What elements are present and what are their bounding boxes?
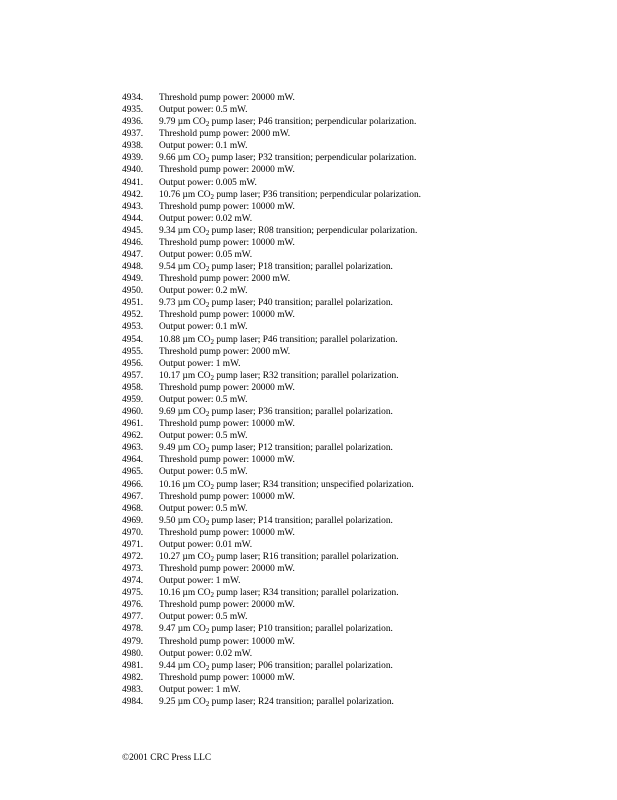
note-text: Output power: 0.1 mW. (159, 322, 248, 333)
note-text: Threshold pump power: 20000 mW. (159, 382, 295, 393)
note-text-lead: 10.27 µm CO (159, 551, 211, 562)
note-row (122, 527, 592, 539)
note-text: Threshold pump power: 20000 mW. (159, 564, 295, 575)
note-subscript: 2 (205, 228, 210, 237)
note-text (159, 225, 592, 237)
note-text (159, 551, 592, 563)
note-row (122, 515, 592, 527)
note-subscript: 2 (210, 373, 214, 382)
note-number: 4978. (122, 624, 144, 635)
note-text-lead: 9.54 µm CO (159, 262, 206, 273)
note-subscript: 2 (205, 410, 210, 419)
note-number: 4977. (122, 612, 144, 623)
note-row (122, 273, 592, 285)
note-text-lead: 9.47 µm CO (159, 624, 206, 635)
note-text (159, 479, 592, 491)
note-row (122, 370, 592, 382)
note-text: Threshold pump power: 10000 mW. (159, 310, 295, 321)
note-number: 4945. (122, 225, 144, 236)
note-text: Output power: 0.02 mW. (159, 648, 253, 659)
note-number: 4938. (122, 141, 144, 152)
note-row (122, 225, 592, 237)
note-row (122, 177, 592, 189)
note-row (122, 418, 592, 430)
note-row (122, 394, 592, 406)
note-text: Threshold pump power: 10000 mW. (159, 237, 295, 248)
note-text (159, 370, 592, 382)
note-text-tail: pump laser; R08 transition; perpendicular polarization. (209, 225, 418, 236)
note-text-tail: pump laser; P06 transition; parallel polarization. (209, 660, 393, 671)
note-row (122, 285, 592, 297)
note-number: 4953. (122, 322, 144, 333)
note-text-tail: pump laser; P10 transition; parallel polarization. (209, 624, 393, 635)
note-subscript: 2 (205, 265, 210, 274)
note-text (159, 152, 592, 164)
note-list (122, 92, 592, 708)
footer-copyright: ©2001 CRC Press LLC (122, 753, 212, 763)
note-text (159, 660, 592, 672)
note-row (122, 551, 592, 563)
note-text: Output power: 0.5 mW. (159, 612, 248, 623)
note-number: 4984. (122, 696, 144, 707)
note-number: 4979. (122, 636, 144, 647)
note-number: 4970. (122, 527, 144, 538)
note-text-lead: 9.73 µm CO (159, 298, 206, 309)
note-text (159, 696, 592, 708)
note-row (122, 116, 592, 128)
note-text: Threshold pump power: 10000 mW. (159, 201, 295, 212)
note-text: Output power: 1 mW. (159, 358, 241, 369)
note-text-tail: pump laser; R34 transition; unspecified polarization. (214, 479, 414, 490)
note-row (122, 128, 592, 140)
note-number: 4939. (122, 153, 144, 164)
note-number: 4973. (122, 564, 144, 575)
note-subscript: 2 (205, 663, 210, 672)
note-number: 4958. (122, 382, 144, 393)
note-number: 4963. (122, 443, 144, 454)
note-row (122, 321, 592, 333)
note-number: 4936. (122, 117, 144, 128)
note-number: 4971. (122, 539, 144, 550)
note-row (122, 358, 592, 370)
note-number: 4948. (122, 262, 144, 273)
note-row (122, 297, 592, 309)
note-number: 4946. (122, 237, 144, 248)
note-text-lead: 9.79 µm CO (159, 117, 206, 128)
note-number: 4949. (122, 274, 144, 285)
note-number: 4965. (122, 467, 144, 478)
note-subscript: 2 (205, 120, 210, 129)
note-number: 4942. (122, 189, 144, 200)
note-row (122, 261, 592, 273)
note-text: Threshold pump power: 20000 mW. (159, 93, 295, 103)
note-text-lead: 10.88 µm CO (159, 334, 211, 345)
note-row (122, 479, 592, 491)
note-number: 4935. (122, 105, 144, 116)
note-text-lead: 10.16 µm CO (159, 588, 211, 599)
note-number: 4974. (122, 576, 144, 587)
note-subscript: 2 (205, 156, 210, 165)
note-row (122, 382, 592, 394)
note-text (159, 116, 592, 128)
note-row (122, 140, 592, 152)
note-text: Output power: 0.5 mW. (159, 467, 248, 478)
note-subscript: 2 (210, 554, 214, 563)
note-number: 4944. (122, 213, 144, 224)
note-text (159, 297, 592, 309)
note-text: Output power: 0.5 mW. (159, 431, 248, 442)
note-subscript: 2 (210, 337, 214, 346)
note-text-tail: pump laser; R32 transition; parallel polarization. (214, 370, 399, 381)
note-number: 4982. (122, 672, 144, 683)
note-row (122, 334, 592, 346)
note-text: Output power: 0.05 mW. (159, 250, 253, 261)
note-row (122, 587, 592, 599)
note-number: 4961. (122, 419, 144, 430)
note-text-lead: 9.25 µm CO (159, 696, 206, 707)
note-text: Threshold pump power: 10000 mW. (159, 455, 295, 466)
note-row (122, 152, 592, 164)
note-number: 4937. (122, 129, 144, 140)
note-text: Output power: 0.005 mW. (159, 177, 257, 188)
note-subscript: 2 (205, 627, 210, 636)
note-number: 4966. (122, 479, 144, 490)
note-text: Threshold pump power: 10000 mW. (159, 419, 295, 430)
note-number: 4972. (122, 551, 144, 562)
note-text-lead: 9.66 µm CO (159, 153, 206, 164)
note-text (159, 442, 592, 454)
note-text-tail: pump laser; P12 transition; parallel polarization. (209, 443, 393, 454)
note-row (122, 696, 592, 708)
note-text-tail: pump laser; P46 transition; parallel polarization. (214, 334, 398, 345)
note-number: 4981. (122, 660, 144, 671)
note-text: Threshold pump power: 10000 mW. (159, 491, 295, 502)
note-row (122, 164, 592, 176)
note-text (159, 587, 592, 599)
note-row (122, 575, 592, 587)
note-row (122, 189, 592, 201)
note-row (122, 660, 592, 672)
note-subscript: 2 (210, 192, 214, 201)
note-number: 4962. (122, 431, 144, 442)
note-text: Threshold pump power: 2000 mW. (159, 346, 291, 357)
note-row (122, 599, 592, 611)
note-text: Output power: 1 mW. (159, 576, 241, 587)
note-number: 4951. (122, 298, 144, 309)
note-text-tail: pump laser; P18 transition; parallel polarization. (209, 262, 393, 273)
note-row (122, 563, 592, 575)
note-subscript: 2 (210, 482, 214, 491)
note-text-tail: pump laser; P46 transition; perpendicular polarization. (209, 117, 417, 128)
note-text-tail: pump laser; R34 transition; parallel polarization. (214, 588, 399, 599)
note-text-lead: 10.17 µm CO (159, 370, 211, 381)
note-number: 4941. (122, 177, 144, 188)
note-number: 4943. (122, 201, 144, 212)
note-row (122, 237, 592, 249)
note-text-lead: 9.50 µm CO (159, 515, 206, 526)
note-row (122, 104, 592, 116)
note-text-tail: pump laser; P40 transition; parallel polarization. (209, 298, 393, 309)
note-subscript: 2 (205, 301, 210, 310)
note-number: 4969. (122, 515, 144, 526)
note-row (122, 491, 592, 503)
note-row (122, 406, 592, 418)
note-row (122, 636, 592, 648)
note-number: 4967. (122, 491, 144, 502)
note-text (159, 623, 592, 635)
note-text: Threshold pump power: 20000 mW. (159, 165, 295, 176)
note-text-lead: 9.34 µm CO (159, 225, 206, 236)
note-row (122, 684, 592, 696)
note-text-lead: 9.49 µm CO (159, 443, 206, 454)
note-number: 4954. (122, 334, 144, 345)
note-text: Output power: 0.01 mW. (159, 539, 253, 550)
note-number: 4940. (122, 165, 144, 176)
note-number: 4947. (122, 250, 144, 261)
note-text-tail: pump laser; R24 transition; parallel polarization. (209, 696, 394, 707)
note-text (159, 261, 592, 273)
note-number: 4983. (122, 684, 144, 695)
note-row (122, 309, 592, 321)
note-number: 4959. (122, 394, 144, 405)
note-row (122, 346, 592, 358)
note-text (159, 189, 592, 201)
note-row (122, 466, 592, 478)
note-text: Threshold pump power: 20000 mW. (159, 600, 295, 611)
note-text: Output power: 0.1 mW. (159, 141, 248, 152)
note-row (122, 430, 592, 442)
note-row (122, 249, 592, 261)
note-text-lead: 10.76 µm CO (159, 189, 211, 200)
note-subscript: 2 (205, 518, 210, 527)
note-text-tail: pump laser; P14 transition; parallel polarization. (209, 515, 393, 526)
note-text: Output power: 0.2 mW. (159, 286, 248, 297)
note-text: Output power: 0.02 mW. (159, 213, 253, 224)
note-row (122, 672, 592, 684)
note-subscript: 2 (205, 446, 210, 455)
note-text-lead: 9.69 µm CO (159, 407, 206, 418)
note-row (122, 648, 592, 660)
note-number: 4975. (122, 588, 144, 599)
note-text (159, 334, 592, 346)
note-row (122, 201, 592, 213)
note-text-lead: 9.44 µm CO (159, 660, 206, 671)
note-number: 4960. (122, 407, 144, 418)
note-text: Threshold pump power: 10000 mW. (159, 527, 295, 538)
note-text (159, 406, 592, 418)
note-text: Threshold pump power: 10000 mW. (159, 636, 295, 647)
note-number: 4980. (122, 648, 144, 659)
note-text-lead: 10.16 µm CO (159, 479, 211, 490)
note-row (122, 623, 592, 635)
note-row (122, 92, 592, 104)
note-text-tail: pump laser; P32 transition; perpendicular polarization. (209, 153, 417, 164)
note-text-tail: pump laser; R16 transition; parallel polarization. (214, 551, 399, 562)
note-number: 4964. (122, 455, 144, 466)
note-number: 4968. (122, 503, 144, 514)
note-text-tail: pump laser; P36 transition; parallel polarization. (209, 407, 393, 418)
note-row (122, 213, 592, 225)
note-row (122, 503, 592, 515)
note-text: Threshold pump power: 2000 mW. (159, 129, 291, 140)
note-subscript: 2 (210, 591, 214, 600)
note-number: 4976. (122, 600, 144, 611)
note-text: Output power: 1 mW. (159, 684, 241, 695)
note-number: 4956. (122, 358, 144, 369)
note-number: 4955. (122, 346, 144, 357)
note-text (159, 515, 592, 527)
note-text: Output power: 0.5 mW. (159, 394, 248, 405)
note-text: Output power: 0.5 mW. (159, 503, 248, 514)
note-number: 4952. (122, 310, 144, 321)
note-text: Threshold pump power: 2000 mW. (159, 274, 291, 285)
note-row (122, 454, 592, 466)
note-number: 4957. (122, 370, 144, 381)
note-text: Output power: 0.5 mW. (159, 105, 248, 116)
note-subscript: 2 (205, 699, 210, 708)
note-row (122, 611, 592, 623)
note-number: 4934. (122, 93, 144, 103)
note-text: Threshold pump power: 10000 mW. (159, 672, 295, 683)
note-row (122, 539, 592, 551)
note-row (122, 442, 592, 454)
note-text-tail: pump laser; P36 transition; perpendicular polarization. (214, 189, 421, 200)
note-number: 4950. (122, 286, 144, 297)
